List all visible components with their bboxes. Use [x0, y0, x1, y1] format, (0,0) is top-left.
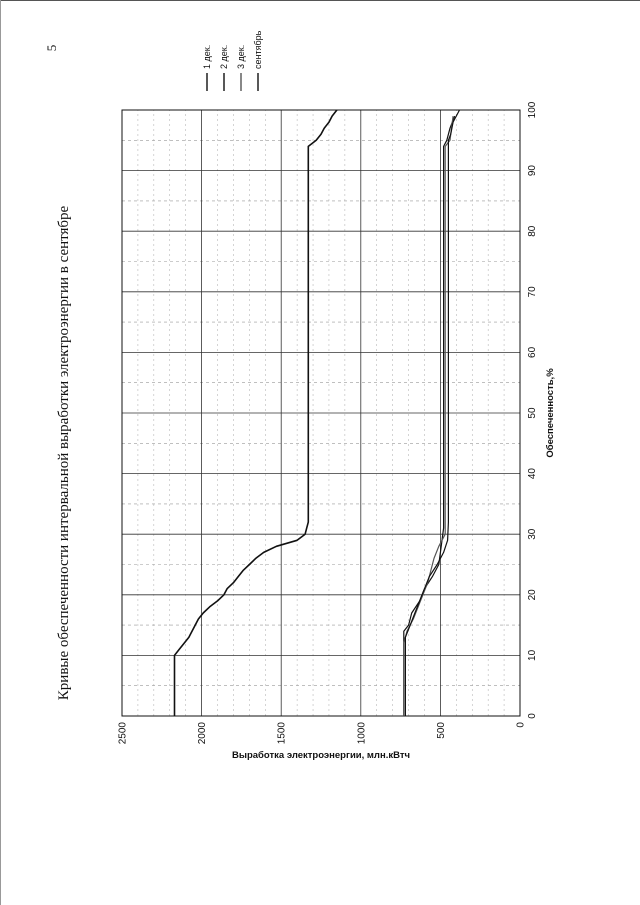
x-tick-label: 60	[527, 346, 538, 358]
x-tick-label: 10	[527, 649, 538, 661]
x-tick-label: 20	[527, 588, 538, 600]
legend-label: 2 дек.	[219, 44, 229, 69]
x-tick-label: 70	[527, 285, 538, 297]
x-tick-label: 50	[527, 406, 538, 419]
line-chart	[20, 30, 620, 853]
y-tick-label: 1000	[356, 721, 368, 744]
y-tick-label: 0	[515, 721, 527, 728]
x-axis-label: Обеспеченность,%	[545, 367, 556, 458]
plot-area-border	[122, 110, 520, 716]
x-tick-label: 40	[527, 467, 538, 479]
page-number: 5	[44, 44, 59, 52]
x-tick-label: 30	[527, 528, 538, 540]
legend-label: сентябрь	[253, 30, 263, 69]
x-tick-label: 90	[527, 164, 538, 176]
y-tick-label: 500	[435, 721, 447, 739]
page-left-edge	[0, 0, 1, 905]
y-tick-label: 2000	[197, 721, 209, 744]
y-axis-label: Выработка электроэнергии, млн.кВтч	[232, 749, 410, 761]
series-line	[404, 116, 453, 716]
series-line	[405, 110, 459, 716]
chart-title: Кривые обеспеченности интервальной выработки электроэнергии в сентябре	[56, 205, 72, 700]
x-tick-label: 100	[527, 101, 538, 118]
x-tick-label: 80	[527, 225, 538, 237]
x-tick-label: 0	[527, 712, 538, 719]
series-line	[175, 110, 337, 716]
y-tick-label: 1500	[276, 721, 288, 744]
series-line	[404, 116, 455, 716]
page-top-edge	[0, 0, 640, 1]
rotated-chart-frame	[20, 30, 620, 853]
y-tick-label: 2500	[117, 721, 129, 744]
legend-label: 1 дек.	[202, 44, 212, 69]
legend-label: 3 дек.	[236, 44, 246, 69]
